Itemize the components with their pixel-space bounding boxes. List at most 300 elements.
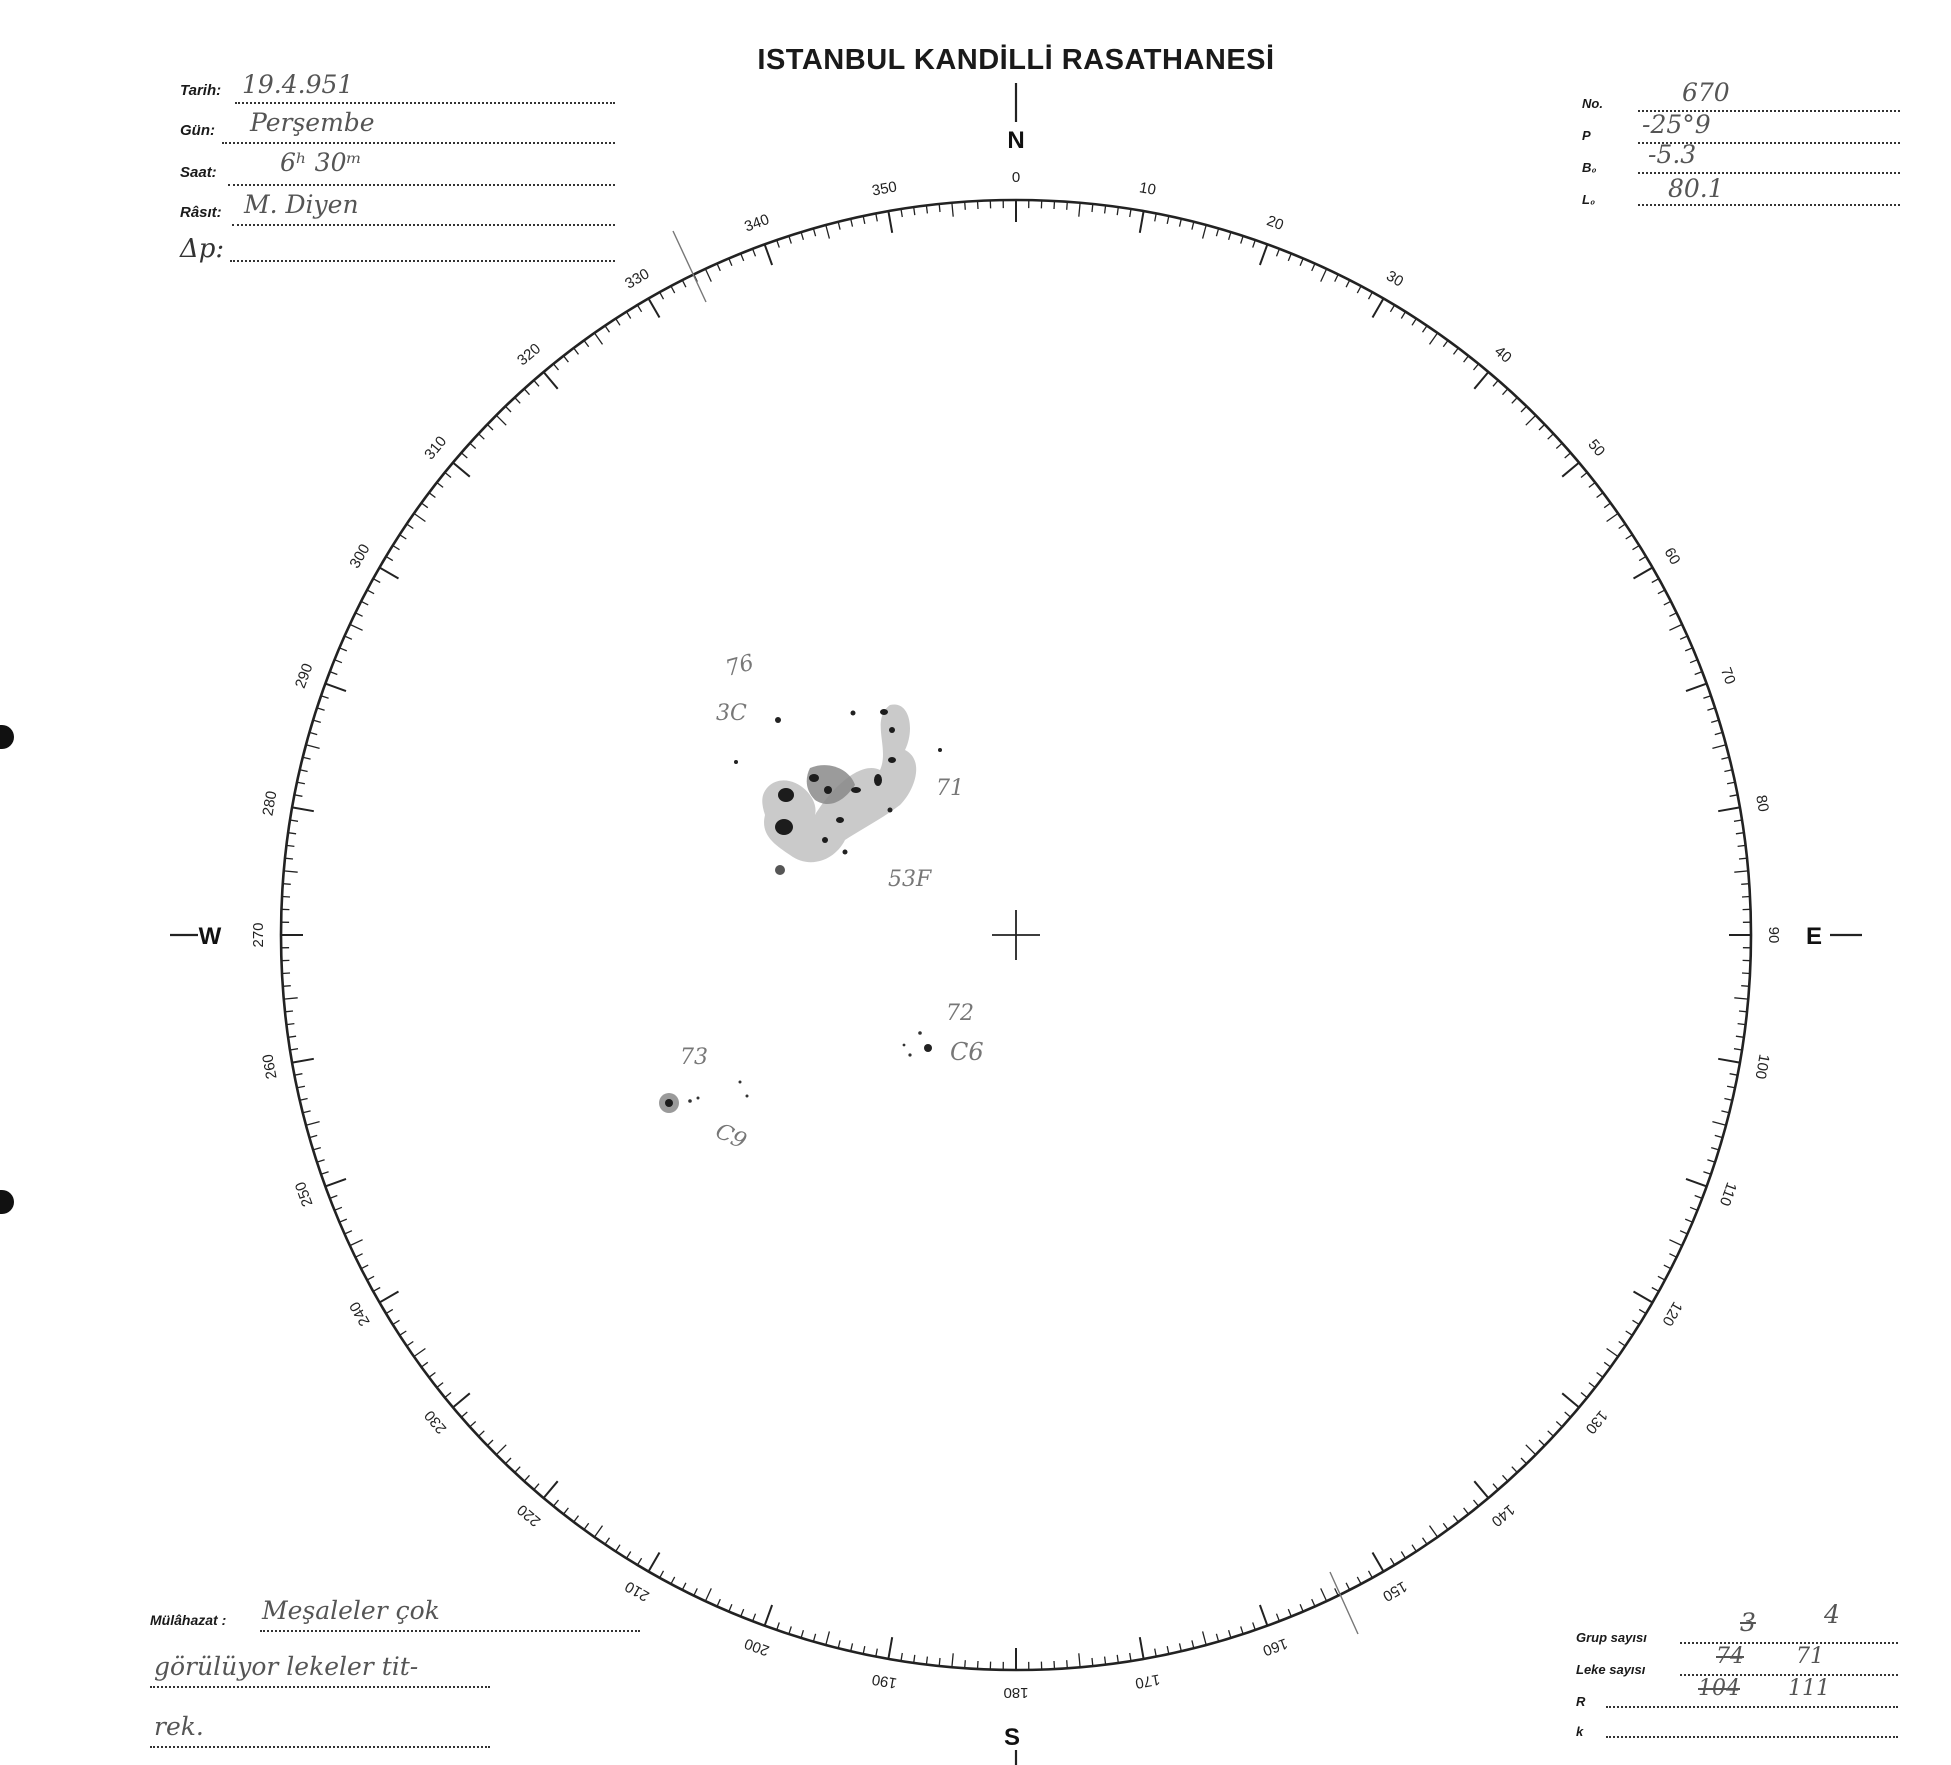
degree-tick xyxy=(1241,1626,1243,1634)
degree-tick xyxy=(1300,1604,1303,1611)
degree-tick xyxy=(1335,274,1339,281)
delta-p-label: Δp: xyxy=(180,234,225,264)
mulahazat-label: Mülâhazat : xyxy=(150,1612,227,1628)
degree-tick xyxy=(789,1626,791,1634)
mulahazat-line1: Meşaleler çok xyxy=(262,1596,440,1625)
degree-tick xyxy=(939,204,940,212)
no-label: No. xyxy=(1582,96,1603,111)
degree-tick xyxy=(660,1571,664,1578)
degree-label: 230 xyxy=(421,1406,451,1437)
degree-tick xyxy=(1373,1553,1384,1572)
degree-tick xyxy=(1430,1526,1438,1538)
degree-tick xyxy=(1707,1160,1715,1162)
degree-label: 160 xyxy=(1260,1634,1290,1660)
degree-tick xyxy=(813,1634,815,1642)
pore xyxy=(918,1031,922,1035)
degree-tick xyxy=(952,1653,953,1667)
degree-tick xyxy=(367,590,374,594)
degree-tick xyxy=(1229,232,1231,240)
degree-tick xyxy=(350,1240,363,1246)
degree-tick xyxy=(386,556,393,560)
degree-tick xyxy=(1703,696,1711,699)
degree-tick xyxy=(285,1011,293,1012)
annotation-53f: 53F xyxy=(888,867,932,892)
degree-tick xyxy=(1369,292,1373,299)
degree-tick xyxy=(705,1588,711,1601)
p-value: -25°9 xyxy=(1642,110,1711,139)
degree-tick xyxy=(1639,1309,1646,1313)
degree-tick xyxy=(1067,1660,1068,1668)
degree-tick xyxy=(1192,1640,1194,1648)
degree-tick xyxy=(1401,1552,1405,1559)
degree-tick xyxy=(515,398,521,404)
degree-tick xyxy=(826,225,830,239)
umbra xyxy=(778,788,794,802)
degree-tick xyxy=(292,807,314,811)
degree-tick xyxy=(295,1074,303,1076)
degree-label: 200 xyxy=(742,1634,772,1660)
degree-tick xyxy=(1117,207,1118,215)
degree-tick xyxy=(1734,1049,1742,1050)
degree-tick xyxy=(1216,1634,1218,1642)
degree-tick xyxy=(914,1655,915,1663)
degree-tick xyxy=(295,795,303,797)
degree-tick xyxy=(1277,1614,1280,1622)
pore xyxy=(734,760,738,764)
degree-tick xyxy=(453,463,470,477)
degree-tick xyxy=(1180,219,1182,227)
degree-tick xyxy=(288,833,296,834)
umbra xyxy=(851,787,861,793)
degree-tick xyxy=(1092,204,1093,212)
degree-tick xyxy=(400,1331,407,1335)
r-line xyxy=(1606,1706,1898,1708)
degree-tick xyxy=(290,820,298,821)
degree-label: 210 xyxy=(622,1577,653,1605)
degree-tick xyxy=(594,333,602,345)
degree-tick xyxy=(1565,1412,1571,1417)
degree-label: 190 xyxy=(870,1670,899,1692)
degree-tick xyxy=(1357,1577,1361,1584)
degree-tick xyxy=(1734,871,1748,872)
degree-tick xyxy=(335,1207,342,1210)
degree-tick xyxy=(1652,1288,1659,1292)
umbra xyxy=(775,865,785,875)
degree-tick xyxy=(355,613,362,617)
degree-tick xyxy=(1288,1609,1291,1616)
degree-tick xyxy=(1493,1484,1498,1490)
degree-tick xyxy=(380,1292,399,1303)
degree-tick xyxy=(288,1036,296,1037)
degree-tick xyxy=(303,757,311,759)
r-label: R xyxy=(1576,1694,1586,1709)
degree-tick xyxy=(729,1604,732,1611)
pore xyxy=(843,850,848,855)
degree-tick xyxy=(765,244,773,265)
degree-tick xyxy=(445,1393,451,1398)
degree-tick xyxy=(1718,1059,1740,1063)
degree-tick xyxy=(1685,1219,1692,1222)
degree-tick xyxy=(649,1553,660,1572)
degree-tick xyxy=(851,219,853,227)
degree-tick xyxy=(330,672,338,675)
degree-tick xyxy=(838,222,840,230)
degree-tick xyxy=(330,1196,338,1199)
degree-tick xyxy=(1652,579,1659,583)
degree-tick xyxy=(888,211,892,233)
degree-tick xyxy=(1464,1508,1469,1514)
degree-tick xyxy=(637,1558,641,1565)
degree-tick xyxy=(306,745,320,749)
degree-tick xyxy=(461,1412,467,1417)
degree-tick xyxy=(496,1445,506,1455)
degree-tick xyxy=(1079,1653,1080,1667)
degree-tick xyxy=(361,601,368,605)
umbra xyxy=(665,1099,673,1107)
degree-tick xyxy=(1521,1458,1527,1464)
degree-tick xyxy=(753,249,756,256)
degree-tick xyxy=(914,207,915,215)
lo-value: 80.1 xyxy=(1668,174,1724,203)
degree-tick xyxy=(1721,1111,1729,1113)
mulahazat-line3: rek. xyxy=(154,1712,204,1741)
degree-tick xyxy=(1390,1558,1394,1565)
degree-label: 290 xyxy=(291,661,317,691)
degree-label: 20 xyxy=(1264,212,1286,235)
degree-tick xyxy=(1512,1467,1518,1473)
degree-tick xyxy=(1443,340,1448,346)
degree-tick xyxy=(1712,1122,1726,1126)
bo-value: -5.3 xyxy=(1648,140,1697,169)
degree-tick xyxy=(1634,1292,1653,1303)
degree-tick xyxy=(1493,380,1498,386)
degree-label: 30 xyxy=(1383,267,1407,291)
degree-tick xyxy=(1680,636,1687,639)
degree-tick xyxy=(1300,258,1303,265)
degree-tick xyxy=(407,524,414,529)
degree-tick xyxy=(290,1049,298,1050)
degree-tick xyxy=(283,986,291,987)
degree-tick xyxy=(1412,1545,1416,1552)
degree-tick xyxy=(627,1552,631,1559)
degree-label: 80 xyxy=(1752,793,1772,814)
degree-tick xyxy=(1589,1383,1595,1388)
degree-tick xyxy=(1321,269,1327,282)
degree-label: 250 xyxy=(291,1179,317,1209)
degree-tick xyxy=(300,770,308,772)
degree-tick xyxy=(553,364,558,370)
umbra xyxy=(775,819,793,835)
degree-tick xyxy=(605,326,610,333)
annotation-3c: 3C xyxy=(716,701,747,726)
pore xyxy=(851,711,856,716)
degree-tick xyxy=(694,1588,698,1595)
degree-tick xyxy=(838,1640,840,1648)
degree-tick xyxy=(1669,1240,1682,1246)
degree-tick xyxy=(777,240,780,248)
leke-sayisi-label: Leke sayısı xyxy=(1576,1662,1646,1677)
degree-tick xyxy=(496,415,506,425)
degree-tick xyxy=(313,720,321,722)
degree-tick xyxy=(1721,757,1729,759)
degree-tick xyxy=(282,973,290,974)
degree-label: 60 xyxy=(1660,544,1684,568)
degree-tick xyxy=(445,472,451,477)
degree-tick xyxy=(1734,820,1742,821)
degree-tick xyxy=(564,1508,569,1514)
degree-tick xyxy=(1079,203,1080,217)
degree-tick xyxy=(1241,236,1243,244)
degree-tick xyxy=(1711,1148,1719,1150)
degree-label: 50 xyxy=(1584,436,1609,460)
degree-label: 120 xyxy=(1658,1298,1686,1329)
degree-tick xyxy=(1633,546,1640,550)
degree-tick xyxy=(325,1179,346,1187)
degree-tick xyxy=(564,356,569,362)
degree-tick xyxy=(1117,1655,1118,1663)
degree-tick xyxy=(544,1481,558,1498)
degree-tick xyxy=(1597,1373,1603,1378)
degree-tick xyxy=(705,269,711,282)
degree-tick xyxy=(682,1583,686,1590)
degree-tick xyxy=(671,286,675,293)
degree-tick xyxy=(487,424,493,430)
degree-tick xyxy=(717,1599,720,1606)
degree-tick xyxy=(429,493,435,498)
degree-tick xyxy=(1715,1135,1723,1137)
grup-sayisi-label: Grup sayısı xyxy=(1576,1630,1647,1645)
degree-tick xyxy=(584,1523,589,1529)
degree-tick xyxy=(1512,398,1518,404)
degree-label: 10 xyxy=(1137,179,1158,199)
degree-tick xyxy=(1526,415,1536,425)
degree-tick xyxy=(1548,434,1554,440)
degree-tick xyxy=(429,1373,435,1378)
degree-tick xyxy=(317,1160,325,1162)
degree-tick xyxy=(939,1658,940,1666)
degree-tick xyxy=(285,858,293,859)
degree-tick xyxy=(801,1630,803,1638)
degree-tick xyxy=(1742,897,1750,898)
degree-tick xyxy=(300,1099,308,1101)
degree-tick xyxy=(1521,406,1527,412)
degree-tick xyxy=(1054,1661,1055,1669)
grup-sayisi-line xyxy=(1680,1642,1898,1644)
degree-label: 70 xyxy=(1716,665,1739,687)
degree-tick xyxy=(1474,372,1488,389)
degree-tick xyxy=(345,636,352,639)
degree-tick xyxy=(1140,1637,1144,1659)
degree-label: 260 xyxy=(259,1052,281,1081)
r-old: 104 xyxy=(1698,1676,1740,1701)
degree-tick xyxy=(1736,1036,1744,1037)
degree-tick xyxy=(1669,624,1682,630)
degree-tick xyxy=(717,264,720,271)
degree-tick xyxy=(367,1276,374,1280)
pore xyxy=(938,748,942,752)
degree-tick xyxy=(1619,524,1626,529)
degree-tick xyxy=(321,1172,329,1175)
degree-tick xyxy=(978,201,979,209)
degree-tick xyxy=(1253,1622,1256,1630)
degree-tick xyxy=(1474,1500,1479,1506)
grup-sayisi-new: 4 xyxy=(1824,1600,1840,1629)
north-letter: N xyxy=(1007,127,1025,154)
degree-tick xyxy=(1619,1342,1626,1347)
degree-tick xyxy=(1597,493,1603,498)
degree-tick xyxy=(534,1484,539,1490)
degree-tick xyxy=(386,1309,393,1313)
degree-tick xyxy=(1562,463,1579,477)
degree-tick xyxy=(1727,1086,1735,1088)
degree-tick xyxy=(616,319,620,326)
degree-tick xyxy=(1277,249,1280,256)
degree-tick xyxy=(1423,1538,1428,1545)
rasit-label: Râsıt: xyxy=(180,204,222,221)
degree-tick xyxy=(437,1383,443,1388)
degree-tick xyxy=(1401,312,1405,319)
degree-tick xyxy=(1626,535,1633,539)
degree-tick xyxy=(1695,1196,1703,1199)
degree-tick xyxy=(1581,472,1587,477)
east-letter: E xyxy=(1805,923,1823,950)
degree-tick xyxy=(1216,229,1218,237)
umbra xyxy=(836,817,844,823)
degree-tick xyxy=(373,579,380,583)
degree-tick xyxy=(1430,333,1438,345)
degree-label: 350 xyxy=(870,178,899,200)
degree-tick xyxy=(303,1111,311,1113)
degree-tick xyxy=(505,406,511,412)
annotation-76: 76 xyxy=(723,650,757,682)
degree-tick xyxy=(1140,211,1144,233)
degree-tick xyxy=(1130,209,1131,217)
degree-tick xyxy=(1423,326,1428,333)
umbra xyxy=(888,757,896,763)
degree-tick xyxy=(487,1440,493,1446)
degree-tick xyxy=(414,1349,426,1357)
degree-tick xyxy=(649,299,660,318)
degree-tick xyxy=(479,434,485,440)
degree-tick xyxy=(1548,1431,1554,1437)
degree-tick xyxy=(1680,1231,1687,1234)
degree-tick xyxy=(321,696,329,699)
degree-tick xyxy=(470,443,476,448)
degree-tick xyxy=(965,202,966,210)
degree-tick xyxy=(393,1320,400,1324)
umbra xyxy=(822,837,828,843)
degree-tick xyxy=(1260,244,1268,265)
degree-tick xyxy=(1167,1646,1169,1654)
degree-tick xyxy=(1607,513,1619,521)
degree-label: 240 xyxy=(346,1298,374,1329)
annotation-72: 72 xyxy=(946,1001,974,1026)
degree-tick xyxy=(584,340,589,346)
degree-tick xyxy=(1724,1099,1732,1101)
pore xyxy=(688,1099,692,1103)
degree-tick xyxy=(1690,660,1697,663)
degree-tick xyxy=(515,1467,521,1473)
tarih-value: 19.4.951 xyxy=(242,70,354,99)
degree-tick xyxy=(1711,720,1719,722)
degree-tick xyxy=(965,1660,966,1668)
degree-label: 270 xyxy=(249,922,267,948)
degree-tick xyxy=(574,348,579,354)
degree-tick xyxy=(1474,1481,1488,1498)
degree-tick xyxy=(534,380,539,386)
degree-tick xyxy=(1556,443,1562,448)
south-letter: S xyxy=(1003,1724,1021,1751)
no-value: 670 xyxy=(1682,78,1730,107)
degree-tick xyxy=(505,1458,511,1464)
degree-tick xyxy=(1686,1179,1707,1187)
degree-label: 100 xyxy=(1751,1052,1773,1081)
degree-tick xyxy=(1155,214,1157,222)
sheet-title: ISTANBUL KANDİLLİ RASATHANESİ xyxy=(757,44,1275,76)
pore xyxy=(908,1053,911,1056)
degree-tick xyxy=(1589,483,1595,488)
mulahazat-line2: görülüyor lekeler tit- xyxy=(154,1652,419,1681)
degree-label: 310 xyxy=(421,433,451,464)
degree-tick xyxy=(453,1393,470,1407)
pore xyxy=(746,1095,749,1098)
degree-tick xyxy=(1503,389,1508,395)
degree-tick xyxy=(1565,453,1571,458)
degree-tick xyxy=(1690,1207,1697,1210)
degree-tick xyxy=(524,1475,529,1481)
bo-label: B₀ xyxy=(1582,160,1597,175)
degree-tick xyxy=(1390,305,1394,312)
r-new: 111 xyxy=(1788,1676,1830,1701)
degree-tick xyxy=(574,1516,579,1522)
degree-tick xyxy=(863,216,865,224)
degree-tick xyxy=(1443,1523,1448,1529)
degree-tick xyxy=(729,258,732,265)
degree-label: 220 xyxy=(514,1500,545,1530)
degree-tick xyxy=(339,1219,346,1222)
degree-tick xyxy=(1203,1631,1207,1645)
degree-tick xyxy=(1695,672,1703,675)
pore xyxy=(775,717,781,723)
saat-value: 6ʰ 30ᵐ xyxy=(280,148,362,177)
degree-tick xyxy=(1203,225,1207,239)
spot-group-73 xyxy=(659,1081,749,1114)
degree-tick xyxy=(616,1545,620,1552)
degree-tick xyxy=(888,1637,892,1659)
degree-tick xyxy=(1180,1643,1182,1651)
degree-tick xyxy=(1054,201,1055,209)
mulahazat-rule2 xyxy=(150,1686,490,1688)
degree-label: 170 xyxy=(1133,1670,1162,1692)
degree-tick xyxy=(1607,1349,1619,1357)
degree-tick xyxy=(361,1265,368,1269)
degree-tick xyxy=(1669,1254,1676,1258)
lo-label: L₀ xyxy=(1582,192,1596,207)
degree-tick xyxy=(306,1122,320,1126)
degree-tick xyxy=(1669,613,1676,617)
degree-tick xyxy=(1658,590,1665,594)
umbra xyxy=(880,709,888,715)
degree-tick xyxy=(1373,299,1384,318)
degree-tick xyxy=(876,214,878,222)
degree-tick xyxy=(863,1646,865,1654)
degree-label: 320 xyxy=(514,340,545,370)
degree-tick xyxy=(1736,833,1744,834)
degree-tick xyxy=(765,1605,773,1626)
pore xyxy=(903,1044,906,1047)
tarih-label: Tarih: xyxy=(180,82,222,99)
degree-tick xyxy=(1288,254,1291,261)
